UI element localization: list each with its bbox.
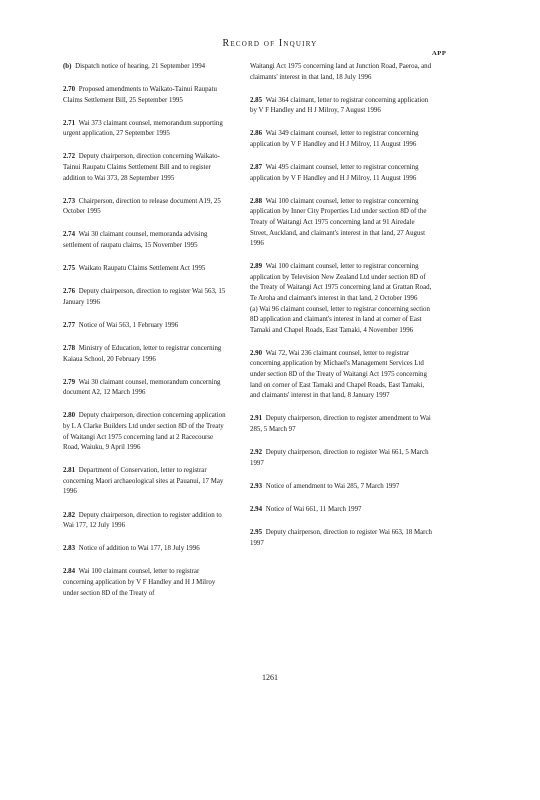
record-entry: [250, 448, 432, 469]
entry-text: Wai 364 claimant, letter to registrar concerning application by V F Handley and H J Milroy, 7 August 1996: [250, 96, 429, 115]
entry-text: Deputy chairperson, direction to register Wai 661, 5 March 1997: [250, 449, 429, 467]
entry-text: Wai 373 claimant counsel, memorandum supporting urgent application, 27 September 1995: [63, 119, 223, 138]
entry-text: Deputy chairperson, direction to register Wai 563, 15 January 1996: [63, 288, 226, 306]
record-entry: [63, 197, 227, 218]
entry-number: 2.75: [63, 265, 76, 273]
entry-subitem: (a) Wai 96 claimant counsel, letter to registrar concerning section 8D application and claimant's interest in land at corner of East Tamaki and Chapel Roads, East Tamaki, 4 November 1996: [250, 305, 430, 334]
record-entry: [63, 567, 227, 599]
section-code: APP: [432, 50, 447, 57]
record-entry: [63, 230, 227, 251]
record-entry: [63, 287, 227, 308]
entry-number: 2.76: [63, 288, 76, 296]
record-entry: [250, 349, 432, 402]
entry-text: Deputy chairperson, direction to register amendment to Wai 285, 5 March 97: [250, 415, 431, 433]
record-entry: [250, 197, 432, 250]
entry-number: 2.74: [63, 231, 76, 239]
entry-number: 2.86: [250, 130, 263, 138]
running-header-title: Record of Inquiry: [222, 38, 318, 49]
record-entry: [63, 544, 227, 555]
entry-number: 2.87: [250, 164, 263, 172]
record-entry: [63, 378, 227, 399]
entry-text: Waikato Raupatu Claims Settlement Act 1995: [78, 265, 206, 273]
entry-number: 2.73: [63, 197, 76, 205]
entry-text: Wai 349 claimant counsel, letter to registrar concerning application by V F Handley and H J Milroy, 11 August 1996: [250, 130, 419, 148]
record-entry: [250, 163, 432, 184]
entry-number: 2.70: [63, 86, 76, 94]
entry-number: (b): [63, 63, 72, 70]
record-entry: [250, 505, 432, 516]
entry-number: 2.72: [63, 153, 76, 161]
record-entry: [250, 262, 432, 336]
entry-text: Notice of amendment to Wai 285, 7 March 1997: [265, 482, 400, 490]
record-entry: [250, 129, 432, 150]
entry-number: 2.92: [250, 449, 263, 457]
record-entry: [250, 96, 432, 117]
entry-number: 2.83: [63, 545, 76, 553]
right-column: [250, 62, 432, 562]
page-number: 1261: [262, 673, 278, 682]
entry-text: Deputy chairperson, direction concerning Waikato-Tainui Raupatu Claims Settlement Bill and to register addition to Wai 373, 28 September 1995: [63, 153, 220, 182]
entry-number: 2.79: [63, 378, 76, 386]
record-entry: [250, 482, 432, 493]
record-entry: [63, 321, 227, 332]
entry-text: Deputy chairperson, direction concerning application by L A Clarke Builders Ltd under section 8D of the Treaty of Waitangi Act 1975 concerning land at 2 Racecourse Road, Waiuku, 9 April 1996: [63, 412, 226, 452]
entry-text: Deputy chairperson, direction to register Wai 663, 18 March 1997: [250, 528, 432, 547]
entry-text: Deputy chairperson, direction to register addition to Wai 177, 12 July 1996: [63, 511, 222, 530]
entry-text: Chairperson, direction to release document A19, 25 October 1995: [63, 197, 221, 216]
record-entry: [250, 62, 432, 83]
entry-number: 2.77: [63, 321, 76, 329]
record-entry: [63, 344, 227, 365]
entry-number: 2.95: [250, 528, 263, 536]
entry-text: Wai 30 claimant counsel, memorandum concerning document A2, 12 March 1996: [63, 378, 221, 397]
entry-text: Notice of Wai 661, 11 March 1997: [265, 505, 362, 513]
left-column: [63, 62, 227, 612]
entry-text: Wai 100 claimant counsel, letter to registrar concerning application by V F Handley and H J Milroy under section 8D of the Treaty of: [63, 568, 216, 597]
entry-number: 2.84: [63, 568, 76, 576]
entry-number: 2.88: [250, 197, 263, 205]
entry-text: Ministry of Education, letter to registrar concerning Kaiaua School, 20 February 1996: [63, 345, 222, 363]
record-entry: [63, 411, 227, 453]
entry-number: 2.82: [63, 511, 76, 519]
record-entry: [63, 466, 227, 498]
entry-number: 2.91: [250, 415, 263, 423]
entry-number: 2.78: [63, 345, 76, 352]
record-entry: [63, 119, 227, 140]
entry-text: Wai 30 claimant counsel, memoranda advising settlement of raupatu claims, 15 November 1995: [63, 231, 208, 250]
entry-text: Wai 495 claimant counsel, letter to registrar concerning application by V F Handley and H J Milroy, 11 August 1996: [250, 164, 419, 182]
entry-text: Wai 100 claimant counsel, letter to registrar concerning application by Television New Zealand Ltd under section 8D of the Treaty of Waitangi Act 1975 concerning land at Grattan Road, Te Aroha and claimant's interest in that land, 2 October 1996: [250, 263, 432, 302]
entry-text: Department of Conservation, letter to registrar concerning Maori archaeological sites at Pauanui, 17 May 1996: [63, 467, 224, 496]
entry-text: Waitangi Act 1975 concerning land at Junction Road, Paeroa, and claimants' interest in that land, 18 July 1996: [250, 63, 432, 81]
record-entry: [63, 62, 227, 73]
record-entry: [63, 511, 227, 532]
record-entry: [250, 414, 432, 435]
record-entry: [250, 528, 432, 549]
entry-number: 2.90: [250, 349, 263, 357]
entry-number: 2.81: [63, 467, 76, 475]
entry-number: 2.89: [250, 263, 263, 271]
entry-text: Proposed amendments to Waikato-Tainui Raupatu Claims Settlement Bill, 25 September 1995: [63, 86, 217, 104]
entry-number: 2.93: [250, 482, 263, 490]
entry-number: 2.80: [63, 412, 76, 420]
record-entry: [63, 152, 227, 184]
entry-number: 2.71: [63, 119, 76, 127]
entry-text: Wai 72, Wai 236 claimant counsel, letter to registrar concerning application by Michael's Management Services Ltd under section 8D of the Treaty of Waitangi Act 1975 concerning land on corner of East Tamaki and Chapel Roads, East Tamaki, and claimants' interest in that land, 8 January 1997: [250, 349, 427, 400]
entry-number: 2.85: [250, 96, 263, 104]
entry-text: Notice of Wai 563, 1 February 1996: [78, 321, 179, 329]
entry-text: Dispatch notice of hearing, 21 September 1994: [75, 63, 206, 70]
entry-text: Wai 100 claimant counsel, letter to registrar concerning application by Inner City Properties Ltd under section 8D of the Treaty of Waitangi Act 1975 concerning land at 91 Airedale Street, Auckland, and claimant's interest in that land, 27 August 1996: [250, 197, 427, 248]
entry-number: 2.94: [250, 505, 263, 513]
record-entry: [63, 85, 227, 106]
record-entry: [63, 264, 227, 275]
entry-text: Notice of addition to Wai 177, 18 July 1996: [78, 545, 200, 553]
